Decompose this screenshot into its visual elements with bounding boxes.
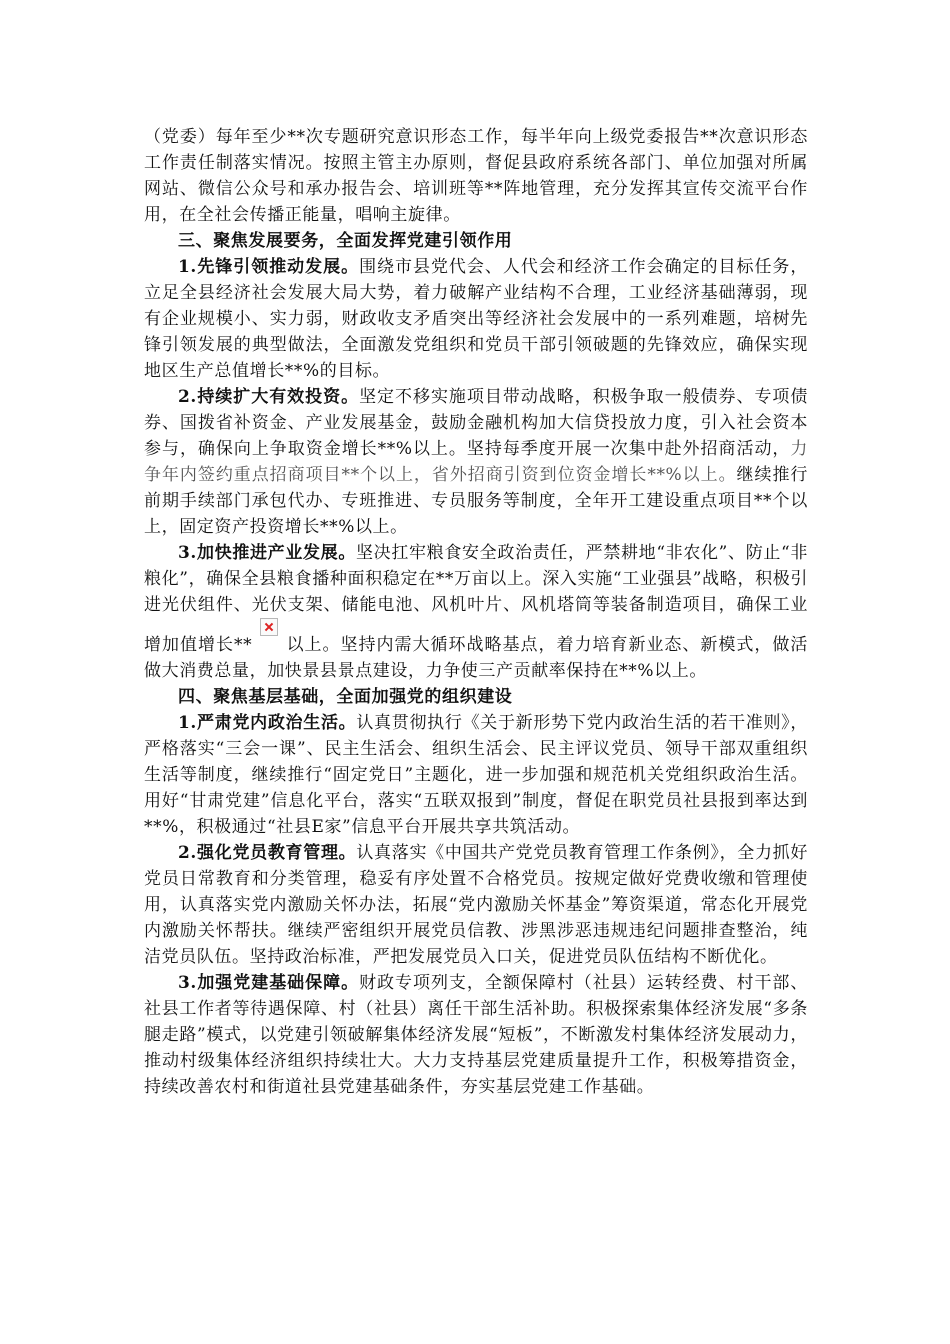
broken-image-icon [260, 618, 278, 636]
item-lead: 3.加快推进产业发展。 [178, 543, 357, 563]
item-text: 认真贯彻执行《关于新形势下党内政治生活的若干准则》，严格落实“三会一课”、民主生活会、组织生活会、民主评议党员、领导干部双重组织生活等制度，继续推行“固定党日”主题化，进一步加强和规范机关党组织政治生活。用好“甘肃党建”信息化平台，落实“五联双报到”制度，督促在职党员社县报到率达到**%，积极通过“社县E家”信息平台开展共享共筑活动。 [144, 713, 808, 837]
item-lead: 2.持续扩大有效投资。 [178, 387, 360, 407]
item-lead: 3.加强党建基础保障。 [178, 973, 360, 993]
item-text: 以上。坚持内需大循环战略基点，着力培育新业态、新模式，做活做大消费总量，加快景县景点建设，力争使三产贡献率保持在**%以上。 [144, 635, 808, 681]
document-body [144, 124, 808, 1100]
item-text: 继续推行前期手续部门承包代办、专班推进、专员服务等制度，全年开工建设重点项目**个以上，固定资产投资增长**%以上。 [144, 465, 808, 537]
item-lead: 1.先锋引领推动发展。 [178, 257, 360, 277]
item-text: 围绕市县党代会、人代会和经济工作会确定的目标任务，立足全县经济社会发展大局大势，着力破解产业结构不合理，工业经济基础薄弱，现有企业规模小、实力弱，财政收支矛盾突出等经济社会发展中的一系列难题，培树先锋引领发展的典型做法，全面激发党组织和党员干部引领破题的先锋效应，确保实现地区生产总值增长**%的目标。 [144, 257, 808, 381]
paragraph-item [144, 384, 808, 540]
section-heading-4: 四、聚焦基层基础，全面加强党的组织建设 [178, 687, 513, 707]
paragraph-intro: （党委）每年至少**次专题研究意识形态工作，每半年向上级党委报告**次意识形态工作责任制落实情况。按照主管主办原则，督促县政府系统各部门、单位加强对所属网站、微信公众号和承办报告会、培训班等**阵地管理，充分发挥其宣传交流平台作用，在全社会传播正能量，唱响主旋律。 [144, 127, 808, 225]
section-heading-3: 三、聚焦发展要务，全面发挥党建引领作用 [178, 231, 513, 251]
item-lead: 2.强化党员教育管理。 [178, 843, 357, 863]
item-text-gray: 力争年内签约重点招商项目**个以上，省外招商引资到位资金增长**%以上。 [144, 439, 808, 485]
item-lead: 1.严肃党内政治生活。 [178, 713, 357, 733]
item-text: 坚定不移实施项目带动战略，积极争取一般债券、专项债券、国拨省补资金、产业发展基金，鼓励金融机构加大信贷投放力度，引入社会资本参与，确保向上争取资金增长**%以上。坚持每季度开展一次集中赴外招商活动， [144, 387, 808, 459]
paragraph-item [144, 710, 808, 840]
paragraph-item [144, 970, 808, 1100]
paragraph-item [144, 254, 808, 384]
item-text: 坚决扛牢粮食安全政治责任，严禁耕地“非农化”、防止“非粮化”，确保全县粮食播种面积稳定在**万亩以上。深入实施“工业强县”战略，积极引进光伏组件、光伏支架、储能电池、风机叶片、风机塔筒等装备制造项目，确保工业增加值增长** [144, 543, 808, 655]
paragraph-item [144, 840, 808, 970]
item-text: 认真落实《中国共产党党员教育管理工作条例》，全力抓好党员日常教育和分类管理，稳妥有序处置不合格党员。按规定做好党费收缴和管理使用，认真落实党内激励关怀办法，拓展“党内激励关怀基金”筹资渠道，常态化开展党内激励关怀帮扶。继续严密组织开展党员信教、涉黑涉恶违规违纪问题排查整治，纯洁党员队伍。坚持政治标准，严把发展党员入口关，促进党员队伍结构不断优化。 [144, 843, 808, 967]
paragraph-item [144, 540, 808, 684]
item-text: 财政专项列支，全额保障村（社县）运转经费、村干部、社县工作者等待遇保障、村（社县）离任干部生活补助。积极探索集体经济发展“多条腿走路”模式，以党建引领破解集体经济发展“短板”，不断激发村集体经济发展动力，推动村级集体经济组织持续壮大。大力支持基层党建质量提升工作，积极筹措资金，持续改善农村和街道社县党建基础条件，夯实基层党建工作基础。 [144, 973, 808, 1097]
